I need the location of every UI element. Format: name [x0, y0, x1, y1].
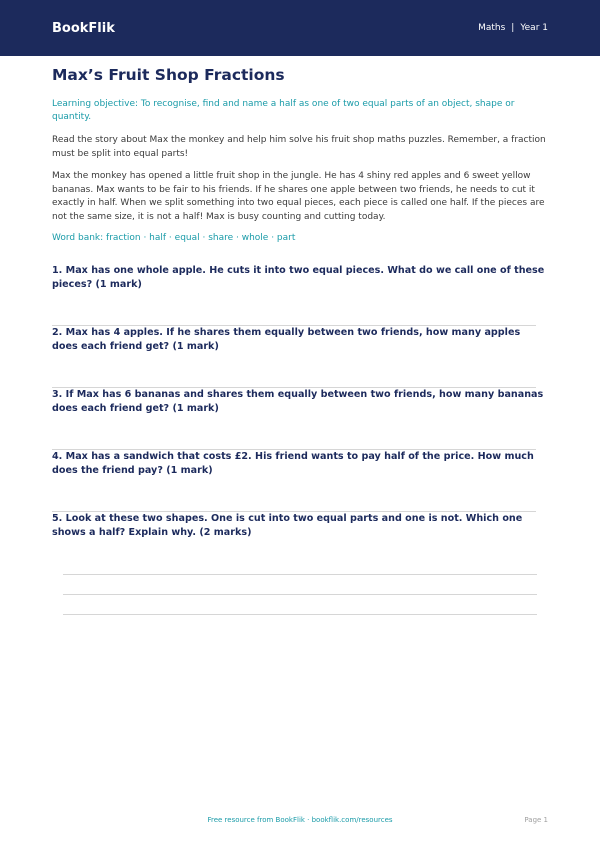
question-5: 5. Look at these two shapes. One is cut into two equal parts and one is not. Which one shows a half? Explain why. (2 marks): [52, 513, 523, 538]
footer-credit: Free resource from BookFlik · bookflik.com/resources: [207, 816, 393, 824]
meta-separator: |: [511, 23, 515, 33]
question-3: 3. If Max has 6 bananas and shares them equally between two friends, how many bananas does each friend get? (1 mark): [52, 389, 544, 414]
worksheet-intro: [52, 66, 548, 243]
story-paragraph: Max the monkey has opened a little fruit shop in the jungle. He has 4 shiny red apples and 6 sweet yellow bananas. Max wants to be fair to his friends. If he shares one apple between two friends, he needs to cut it exactly in half. When we split something into two equal pieces, each piece is called one half. If the pieces are not the same size, it is not a half! Max is busy counting and cutting today.: [52, 171, 545, 222]
answer-line: [63, 614, 537, 615]
brand-logo: BookFlik: [52, 20, 115, 36]
learning-objective: Learning objective: To recognise, find and name a half as one of two equal parts of an object, shape or quantity.: [52, 99, 515, 122]
page-number: Page 1: [524, 816, 548, 824]
answer-line: [63, 594, 537, 595]
answer-line: [63, 574, 537, 575]
word-bank: Word bank: fraction · half · equal · share · whole · part: [52, 233, 296, 243]
page-header: [0, 0, 600, 56]
question-1: 1. Max has one whole apple. He cuts it into two equal pieces. What do we call one of these pieces? (1 mark): [52, 265, 545, 290]
subject-label: Maths: [478, 23, 506, 33]
question-2: 2. Max has 4 apples. If he shares them equally between two friends, how many apples does each friend get? (1 mark): [52, 327, 521, 352]
question-4: 4. Max has a sandwich that costs £2. His friend wants to pay half of the price. How much does the friend pay? (1 mark): [52, 451, 534, 476]
year-label: Year 1: [520, 23, 548, 33]
intro-paragraph: Read the story about Max the monkey and help him solve his fruit shop maths puzzles. Remember, a fraction must be split into equal parts!: [52, 135, 546, 159]
header-meta: [478, 23, 548, 33]
page-title: Max’s Fruit Shop Fractions: [52, 66, 285, 84]
